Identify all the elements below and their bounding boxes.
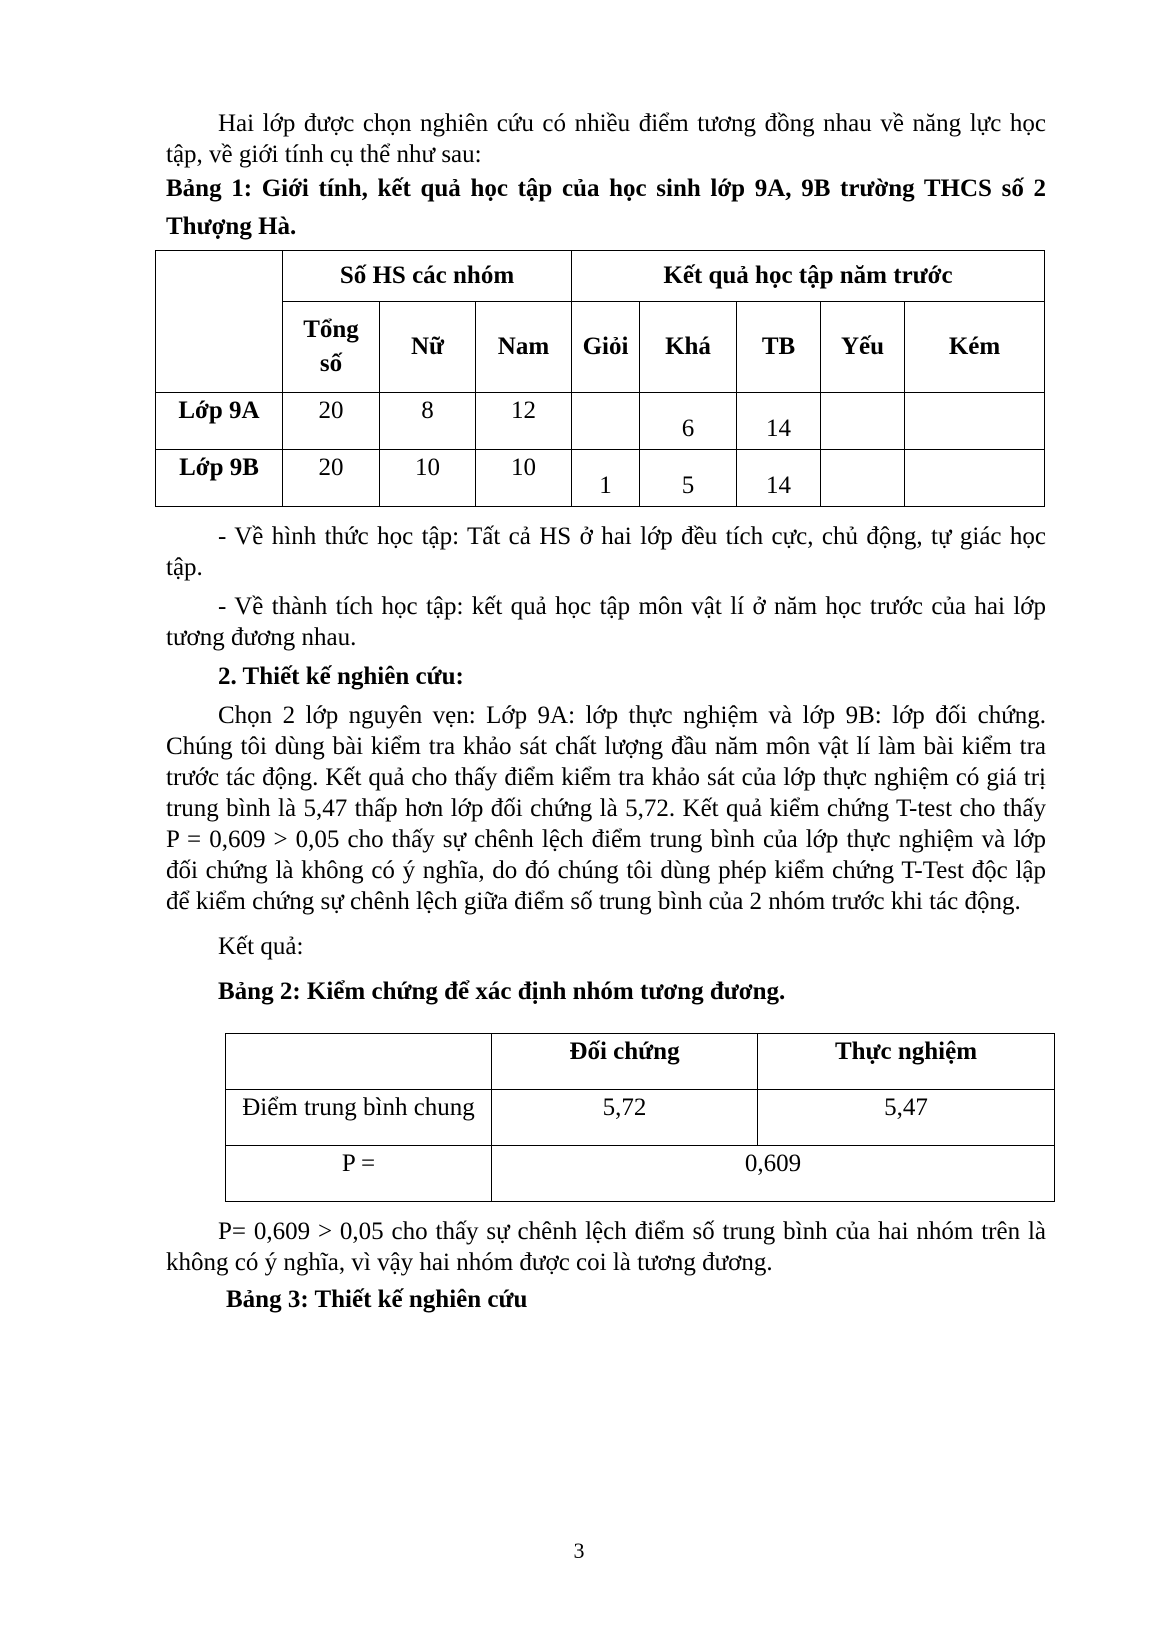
table2-equivalence bbox=[225, 1033, 1055, 1202]
table1-cell-nu: 8 bbox=[380, 393, 476, 450]
hinh-thuc-paragraph: - Về hình thức học tập: Tất cả HS ở hai lớp đều tích cực, chủ động, tự giác học tập. bbox=[166, 523, 1046, 581]
table2-row-label: Điểm trung bình chung bbox=[226, 1090, 492, 1146]
table1-cell-tb: 14 bbox=[737, 393, 821, 450]
intro-paragraph: Hai lớp được chọn nghiên cứu có nhiều điểm tương đồng nhau về năng lực học tập, về giới tính cụ thể như sau: bbox=[166, 110, 1046, 168]
table1-header-group-results: Kết quả học tập năm trước bbox=[572, 251, 1045, 302]
table1-cell-nu: 10 bbox=[380, 450, 476, 507]
table2-cell-p-value: 0,609 bbox=[492, 1146, 1055, 1202]
table1-header-nu: Nữ bbox=[380, 302, 476, 393]
table1-header-tong bbox=[283, 302, 380, 393]
design-paragraph: Chọn 2 lớp nguyên vẹn: Lớp 9A: lớp thực nghiệm và lớp 9B: lớp đối chứng. Chúng tôi dùng bài kiểm tra khảo sát chất lượng đầu năm môn vật lí làm bài kiểm tra trước tác động. Kết quả cho thấy điểm kiểm tra khảo sát của lớp thực nghiệm có giá trị trung bình là 5,47 thấp hơn lớp đối chứng là 5,72. Kết quả kiểm chứng T-test cho thấy P = 0,609 > 0,05 cho thấy sự chênh lệch điểm trung bình của lớp thực nghiệm và lớp đối chứng là không có ý nghĩa, do đó chúng tôi dùng phép kiểm chứng T-Test độc lập để kiểm chứng sự chênh lệch giữa điểm số trung bình của 2 nhóm trước khi tác động. bbox=[166, 702, 1046, 915]
table-row bbox=[156, 393, 1045, 450]
table1-header-tong-line2: số bbox=[319, 350, 343, 377]
table2-empty-corner bbox=[226, 1034, 492, 1090]
table1-caption: Bảng 1: Giới tính, kết quả học tập của học sinh lớp 9A, 9B trường THCS số 2 Thượng Hà. bbox=[166, 175, 1046, 240]
table1-cell-yeu bbox=[821, 450, 905, 507]
table2-header-thuc-nghiem: Thực nghiệm bbox=[758, 1034, 1055, 1090]
table1-header-group-students: Số HS các nhóm bbox=[283, 251, 572, 302]
table1-header-tb: TB bbox=[737, 302, 821, 393]
table-row bbox=[226, 1090, 1055, 1146]
table1-cell-kha: 5 bbox=[640, 450, 737, 507]
table1-cell-gioi bbox=[572, 393, 640, 450]
table1-cell-tb: 14 bbox=[737, 450, 821, 507]
table2-cell-thuc-nghiem: 5,47 bbox=[758, 1090, 1055, 1146]
table1-cell-tong: 20 bbox=[283, 450, 380, 507]
table3-caption: Bảng 3: Thiết kế nghiên cứu bbox=[226, 1286, 528, 1313]
table1-row-label: Lớp 9A bbox=[156, 393, 283, 450]
conclusion-paragraph: P= 0,609 > 0,05 cho thấy sự chênh lệch điểm số trung bình của hai nhóm trên là không có ý nghĩa, vì vậy hai nhóm được coi là tương đương. bbox=[166, 1218, 1046, 1276]
table2-caption: Bảng 2: Kiểm chứng để xác định nhóm tương đương. bbox=[218, 978, 786, 1005]
table2-header-doi-chung: Đối chứng bbox=[492, 1034, 758, 1090]
table1-class-results bbox=[155, 250, 1045, 507]
table1-cell-nam: 10 bbox=[476, 450, 572, 507]
table1-cell-gioi: 1 bbox=[572, 450, 640, 507]
table-row bbox=[226, 1146, 1055, 1202]
table1-header-tong-line1: Tổng bbox=[303, 316, 359, 343]
section2-title: 2. Thiết kế nghiên cứu: bbox=[218, 663, 464, 690]
table1-cell-kem bbox=[905, 393, 1045, 450]
table1-header-yeu: Yếu bbox=[821, 302, 905, 393]
page-number: 3 bbox=[573, 1538, 585, 1563]
table1-cell-tong: 20 bbox=[283, 393, 380, 450]
document-page bbox=[166, 108, 1046, 1315]
thanh-tich-paragraph: - Về thành tích học tập: kết quả học tập môn vật lí ở năm học trước của hai lớp tương đương nhau. bbox=[166, 593, 1046, 651]
table1-cell-yeu bbox=[821, 393, 905, 450]
table1-header-kem: Kém bbox=[905, 302, 1045, 393]
table2-cell-doi-chung: 5,72 bbox=[492, 1090, 758, 1146]
table1-header-nam: Nam bbox=[476, 302, 572, 393]
table-row bbox=[156, 450, 1045, 507]
table2-row-label: P = bbox=[226, 1146, 492, 1202]
table1-header-kha: Khá bbox=[640, 302, 737, 393]
table1-header-gioi: Giỏi bbox=[572, 302, 640, 393]
table1-cell-nam: 12 bbox=[476, 393, 572, 450]
ket-qua-label: Kết quả: bbox=[218, 933, 304, 960]
table1-cell-kem bbox=[905, 450, 1045, 507]
table1-cell-kha: 6 bbox=[640, 393, 737, 450]
table1-row-label: Lớp 9B bbox=[156, 450, 283, 507]
table1-empty-corner bbox=[156, 251, 283, 393]
